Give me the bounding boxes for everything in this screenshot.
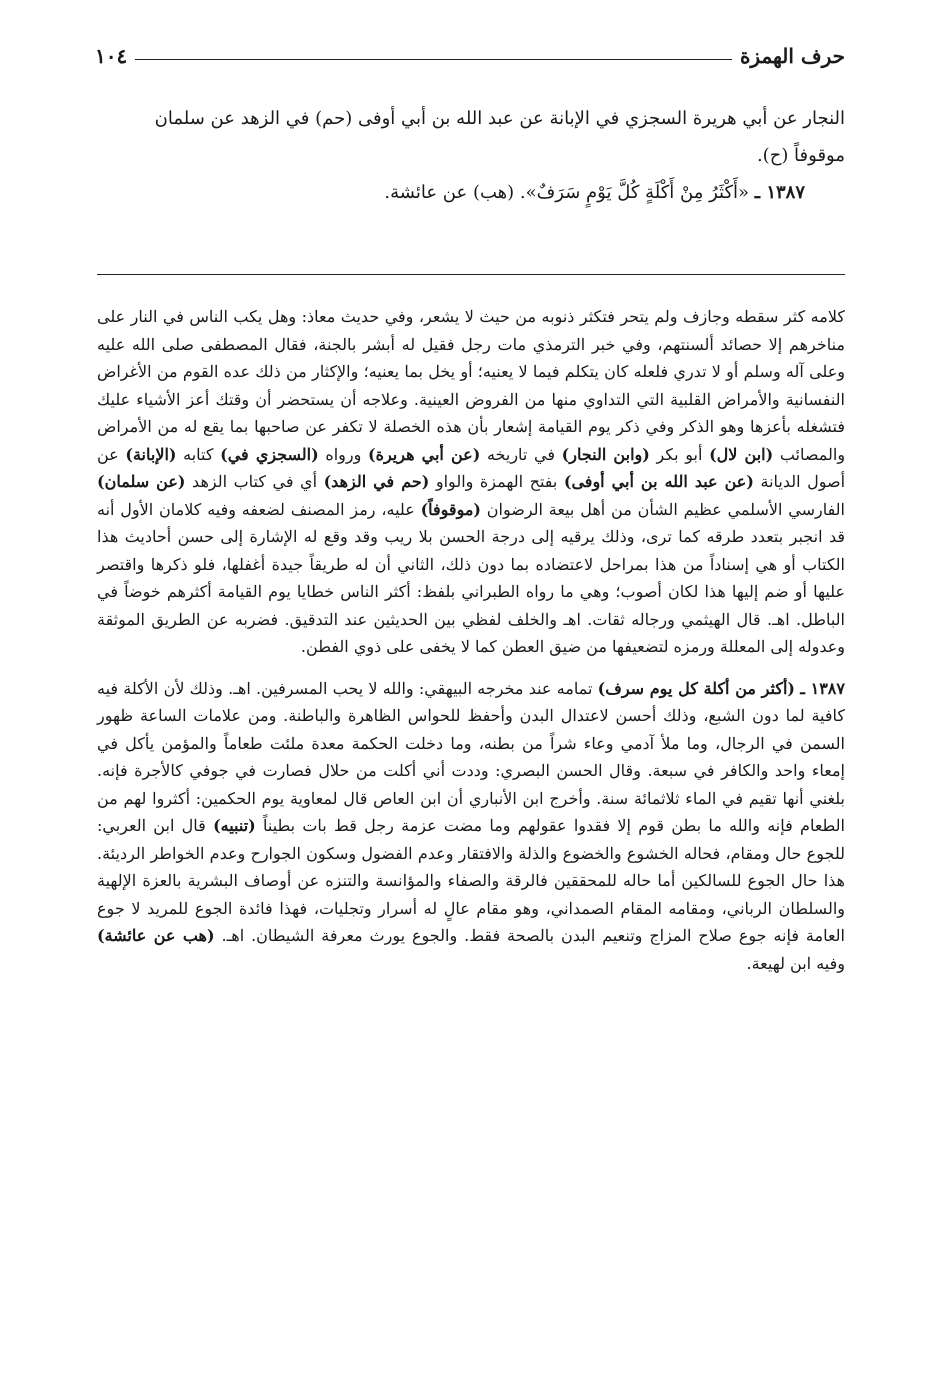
chapter-title: حرف الهمزة [739, 44, 845, 68]
commentary-text: أبو بكر [656, 444, 703, 464]
hadith-entry [97, 174, 845, 211]
commentary-text: بفتح الهمزة والواو [435, 472, 558, 491]
hadith-quote: (أكثر من أكلة كل يوم سرف) [597, 678, 795, 698]
prev-hadith-source: النجار عن أبي هريرة السجزي في الإبانة عن عبد الله بن أبي أوفى (حم) في الزهد عن سلمان [154, 108, 845, 129]
source-ref: (عن سلمان) [97, 472, 186, 491]
hadith-text: «أَكْثَرُ مِنْ أَكْلَةٍ كُلَّ يَوْمٍ سَرَفٌ». [519, 182, 750, 203]
header-rule [135, 59, 732, 60]
commentary-paragraph [97, 303, 845, 661]
commentary-text: كتابه [183, 444, 214, 464]
commentary-text: قال ابن العربي: للجوع حال ومقام، فحاله الخشوع والخضوع والذلة والافتقار وعدم الفضول وسكون الجوارح وعدم الخواطر الرديئة. هذا حال الجوع للسالكين أما حاله للمحققين فالرقة والصفاء والمؤانسة والتنزه عن أوصاف البشرية بالعزة الإلهية والسلطان الرباني، ومقامه المقام الصمداني، وهو مقام عالٍ له أسرار وتجليات، فهذا فائدة الجوع للمريد لا جوع العامة فإنه جوع صلاح المزاج وتنعيم البدن بالصحة فقط. والجوع يورث معرفة الشيطان. اهـ. [97, 816, 845, 945]
commentary-text: عليه، رمز المصنف لضعفه وفيه كلامان الأول أنه قد انجبر بتعدد طرقه كما ترى، وذلك يرقيه إلى درجة الحسن بلا ريب وقد وقع له الإشارة إلى حسن أحاديث هذا الكتاب أو هي إسناداً من هذا بمراحل لاعتضاده بما دون ذلك، الثاني أن له طريقاً جيدة أغفلها، فلو ذكرها واقتصر عليها أو ضم إليها هذا لكان أصوب؛ وهي ما رواه الطبراني بلفظ: أكثر الناس خطايا يوم القيامة أكثرهم خوضاً في الباطل. اهـ. قال الهيثمي ورجاله ثقات. اهـ والخلف لفظي بين الحديثين عند التدقيق. فضربه عن الطريق الموثقة وعدوله إلى المعللة ورمزه لتضعيفها من ضيق العطن كما لا يخفى على ذوي الفطن. [97, 499, 846, 656]
main-line [97, 137, 845, 174]
main-line [97, 100, 845, 137]
footnote-separator [97, 274, 845, 275]
source-ref: (موقوفاً) [420, 499, 481, 519]
commentary-text: في تاريخه [486, 444, 555, 464]
commentary [97, 303, 845, 977]
commentary-text: ورواه [325, 444, 362, 464]
source-ref: (عن أبي هريرة) [368, 444, 481, 464]
commentary-text: أي في كتاب الزهد [192, 472, 318, 491]
source-ref: (عن عبد الله بن أبي أوفى) [563, 472, 754, 491]
source-ref: (حم في الزهد) [323, 472, 430, 491]
commentary-text: عن أصول الديانة [97, 444, 846, 491]
source-ref: (السجزي في) [220, 444, 319, 464]
page-number: ١٠٤ [95, 44, 128, 68]
commentary-text: كلامه كثر سقطه وجازف ولم يتحر فتكثر ذنوبه من حيث لا يشعر، وفي حديث معاذ: وهل يكب الناس في النار على مناخرهم إلا حصائد ألسنتهم، وفي خبر الترمذي مات رجل فقيل له أبشر بالجنة، فقال المصطفى صلى الله عليه وعلى آله وسلم أو لا تدري فلعله كان يتكلم فيما لا يعنيه؛ أو يخل بما يعنيه؛ والإكثار من ذلك عده القوم من الأغراض النفسانية والأمراض القلبية التي التداوي منها من الفروض العينية. وعلاجه أن يستحضر أن وقتك أعز الأشياء عليك فتشغله بأعزها وهو الذكر وفي ذكر يوم القيامة إشعار بأن هذه الخصلة لا تكفر عن صاحبها بما يقع له من الأمراض والمصائب [97, 307, 846, 464]
source-ref: (الإبانة) [125, 444, 177, 464]
source-ref: (ابن لال) [709, 444, 774, 464]
hadith-number: ١٣٨٧ ـ [800, 678, 845, 698]
source-ref: (هب عن عائشة) [97, 926, 215, 945]
commentary-paragraph [97, 675, 845, 978]
hadith-source: (هب) عن عائشة. [384, 182, 515, 203]
commentary-text: وفيه ابن لهيعة. [746, 953, 845, 973]
prev-hadith-grade: موقوفاً (ح). [756, 145, 845, 166]
note-label: (تنبيه) [213, 816, 256, 835]
hadith-number: ١٣٨٧ ـ [754, 182, 805, 203]
paragraph-gap [97, 661, 845, 675]
commentary-text: الفارسي الأسلمي عظيم الشأن من أهل بيعة الرضوان [486, 499, 845, 519]
source-ref: (وابن النجار) [561, 444, 650, 464]
running-header [95, 40, 845, 72]
main-text [97, 100, 845, 211]
commentary-text: تمامه عند مخرجه البيهقي: والله لا يحب المسرفين. اهـ. وذلك لأن الأكلة فيه كافية لما دون الشبع، وذلك أحسن لاعتدال البدن وأحفظ للحواس الظاهرة والباطنة. ومن علامات الساعة ظهور السمن في الرجال، وما ملأ آدمي وعاء شراً من بطنه، وما دخلت الحكمة معدة ملئت طعاماً والمؤمن يأكل في إمعاء واحد والكافر في سبعة. وقال الحسن البصري: وددت أني أكلت من حلال فصارت في جوفي كالأجرة فإنه. بلغني أنها تقيم في الماء ثلاثمائة سنة. وأخرج ابن الأنباري أن ابن العاص قال لمعاوية يوم الحكمين: أكثروا لهم من الطعام فإنه والله ما بطن قوم إلا فقدوا عقولهم وما مضت عزمة رجل قط بات بطيناً [97, 678, 846, 835]
